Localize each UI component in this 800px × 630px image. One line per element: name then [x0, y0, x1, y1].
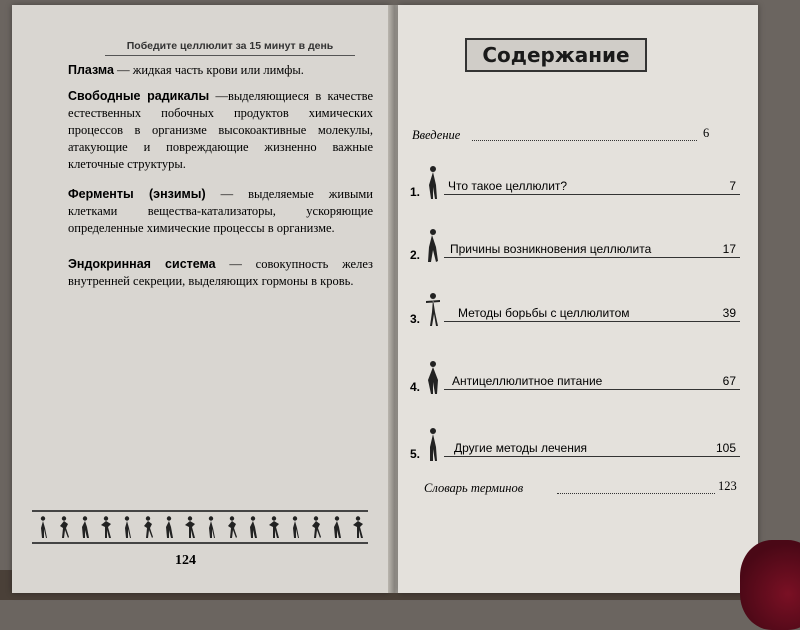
glossary-entry-enzymes: [68, 186, 373, 237]
glossary-definition: — выделяемые живыми клетками вещества-катализаторы, ускоряющие определенные химические процессы в организме.: [68, 187, 373, 235]
chapter-number: 1.: [410, 185, 421, 199]
glossary-definition: — совокупность желез внутренней секреции, выделяющих гормоны в кровь.: [68, 257, 373, 288]
exercise-figure-icon: [424, 228, 442, 264]
glossary-term: Ферменты (энзимы): [68, 187, 206, 201]
toc-leader-dots: [472, 140, 697, 141]
toc-chapter-2: [410, 228, 740, 264]
glossary-definition: —выделяющиеся в качестве естественных побочных продуктов химических процессов в организме высокоактивные молекулы, атакующие и повреждающие жизненно важные клеточные структуры.: [68, 89, 373, 171]
chapter-title: Другие методы лечения: [454, 441, 588, 455]
running-header: Победите целлюлит за 15 минут в день: [105, 40, 355, 56]
exercise-figure-icon: [311, 516, 321, 538]
exercise-figure-icon: [424, 427, 442, 463]
chapter-number: 5.: [410, 447, 421, 461]
chapter-page: 105: [715, 441, 736, 455]
glossary-entry-plasma: [68, 62, 373, 79]
toc-chapter-3: [410, 292, 740, 328]
chapter-page: 67: [722, 374, 736, 388]
toc-intro-page: 6: [703, 126, 710, 140]
exercise-figure-icon: [122, 516, 132, 538]
glossary-entry-endocrine: [68, 256, 373, 290]
toc-chapter-4: [410, 360, 740, 396]
toc-rule: [444, 389, 740, 390]
exercise-figure-icon: [38, 516, 48, 538]
exercise-figure-icon: [227, 516, 237, 538]
chapter-number: 4.: [410, 380, 421, 394]
chapter-title: Причины возникновения целлюлита: [450, 242, 652, 256]
toc-leader-dots: [557, 493, 715, 494]
exercise-figures-strip: [32, 510, 368, 544]
page-number: 124: [175, 553, 196, 568]
toc-rule: [444, 194, 740, 195]
red-cloth: [740, 540, 800, 630]
toc-rule: [444, 257, 740, 258]
glossary-entry-free-radicals: [68, 88, 373, 173]
exercise-figure-icon: [424, 360, 442, 396]
toc-intro-label: Введение: [412, 128, 461, 142]
toc-chapter-1: [410, 165, 740, 201]
exercise-figure-icon: [424, 292, 442, 328]
chapter-title: Методы борьбы с целлюлитом: [458, 306, 630, 320]
toc-glossary-page: 123: [718, 479, 737, 493]
glossary-term: Свободные радикалы: [68, 89, 210, 103]
glossary-term: Плазма: [68, 63, 114, 77]
exercise-figure-icon: [164, 516, 174, 538]
chapter-number: 2.: [410, 248, 421, 262]
exercise-figure-icon: [269, 516, 279, 538]
chapter-page: 39: [722, 306, 736, 320]
toc-glossary-label: Словарь терминов: [424, 481, 524, 495]
toc-rule: [444, 456, 740, 457]
glossary-definition: — жидкая часть крови или лимфы.: [113, 63, 304, 77]
exercise-figure-icon: [101, 516, 111, 538]
glossary-term: Эндокринная система: [68, 257, 216, 271]
exercise-figure-icon: [80, 516, 90, 538]
exercise-figure-icon: [424, 165, 442, 201]
chapter-number: 3.: [410, 312, 421, 326]
chapter-title: Антицеллюлитное питание: [452, 374, 603, 388]
chapter-page: 17: [722, 242, 736, 256]
exercise-figure-icon: [332, 516, 342, 538]
exercise-figure-icon: [290, 516, 300, 538]
exercise-figure-icon: [185, 516, 195, 538]
chapter-page: 7: [729, 179, 736, 193]
toc-rule: [444, 321, 740, 322]
exercise-figure-icon: [59, 516, 69, 538]
exercise-figure-icon: [206, 516, 216, 538]
contents-title: Содержание: [465, 38, 647, 72]
exercise-figure-icon: [353, 516, 363, 538]
exercise-figure-icon: [248, 516, 258, 538]
toc-chapter-5: [410, 427, 740, 463]
exercise-figure-icon: [143, 516, 153, 538]
chapter-title: Что такое целлюлит?: [448, 179, 568, 193]
